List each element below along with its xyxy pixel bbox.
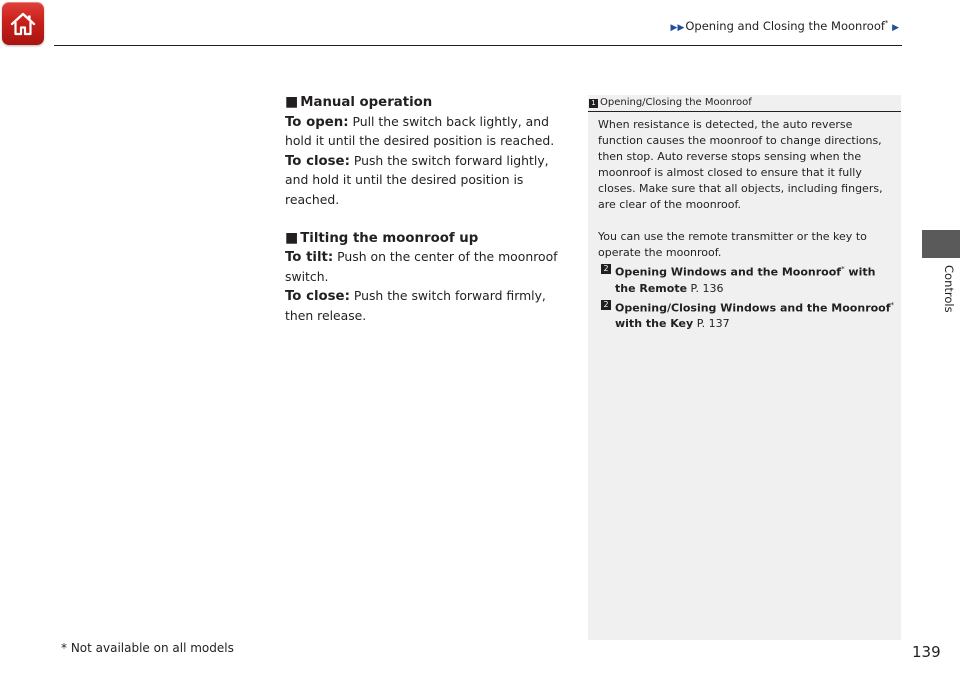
- header-divider: [54, 45, 902, 46]
- note-sidebox: [588, 95, 901, 640]
- section-label: Controls: [942, 265, 956, 313]
- manual-open-instruction: To open: Pull the switch back lightly, and hold it until the desired position is reached.: [285, 113, 555, 149]
- square-bullet-icon: ■: [285, 229, 299, 246]
- section-heading-manual: ■ Manual operation: [285, 94, 433, 110]
- square-bullet-icon: ■: [285, 94, 299, 110]
- triangle-right-icon: ▶: [892, 23, 899, 33]
- page-number: 139: [912, 643, 941, 661]
- sidebox-paragraph: You can use the remote transmitter or the key to operate the moonroof.: [598, 230, 867, 259]
- sidebox-header: [588, 95, 901, 112]
- sidebox-paragraph: When resistance is detected, the auto reverse function causes the moonroof to change directions, then stop. Auto reverse stops sensing when the moonroof is almost closed to ensure that it fully closes. Make sure that all objects, including fingers, are clear of the moonroof.: [598, 118, 883, 211]
- reference-arrow-icon: 2: [601, 264, 611, 274]
- tilt-instruction: To tilt: Push on the center of the moonroof switch.: [285, 249, 558, 284]
- manual-close-instruction: To close: Push the switch forward lightly, and hold it until the desired position is reached.: [285, 152, 549, 207]
- home-button[interactable]: [2, 2, 44, 45]
- reference-arrow-icon: 2: [601, 300, 611, 310]
- sidebox-title: Opening/Closing the Moonroof: [600, 97, 752, 108]
- main-content: [285, 93, 575, 327]
- sidebox-body: [598, 117, 896, 332]
- breadcrumb-title: Opening and Closing the Moonroof: [685, 19, 885, 33]
- cross-reference-link[interactable]: 2 Opening/Closing Windows and the Moonroof* with the Key P. 137: [598, 297, 896, 333]
- tilt-close-instruction: To close: Push the switch forward firmly, then release.: [285, 288, 546, 323]
- breadcrumb-marker: *: [884, 19, 889, 28]
- triangle-right-icon: ▶▶: [670, 23, 685, 33]
- footnote: * Not available on all models: [61, 641, 234, 655]
- section-tab[interactable]: [922, 230, 960, 258]
- home-icon: [8, 9, 38, 39]
- breadcrumb[interactable]: [671, 19, 900, 33]
- cross-reference-link[interactable]: 2 Opening Windows and the Moonroof* with the Remote P. 136: [598, 261, 896, 297]
- section-heading-tilt: ■ Tilting the moonroof up: [285, 229, 479, 246]
- note-number-badge: 1: [589, 99, 598, 108]
